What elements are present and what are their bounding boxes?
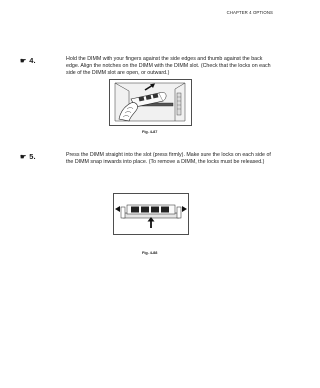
step-4-text: Hold the DIMM with your fingers against the side edges and thumb against the back edge. Align the notches on the DIMM with the DIMM slot. (Check that the locks on each side of the DIMM slot are open, or outward.) (66, 56, 271, 77)
figure-4-87-illustration (109, 79, 192, 126)
step-5-number-label: 5. (29, 152, 36, 161)
pointing-hand-icon: ☛ (20, 58, 27, 65)
step-5-number (20, 152, 36, 161)
step-5-text: Press the DIMM straight into the slot (press firmly). Make sure the locks on each side of the DIMM snap inwards into place. (To remove a DIMM, the locks must be released.) (66, 152, 271, 166)
step-4-number (20, 56, 36, 65)
step-4-number-label: 4. (29, 56, 36, 65)
figure-4-87-caption: Fig. 4-87 (142, 130, 158, 134)
chapter-header: CHAPTER 4 OPTIONS (226, 10, 273, 15)
figure-4-88-caption: Fig. 4-88 (142, 251, 158, 255)
figure-4-88-illustration (113, 193, 189, 235)
pointing-hand-icon: ☛ (20, 154, 27, 161)
